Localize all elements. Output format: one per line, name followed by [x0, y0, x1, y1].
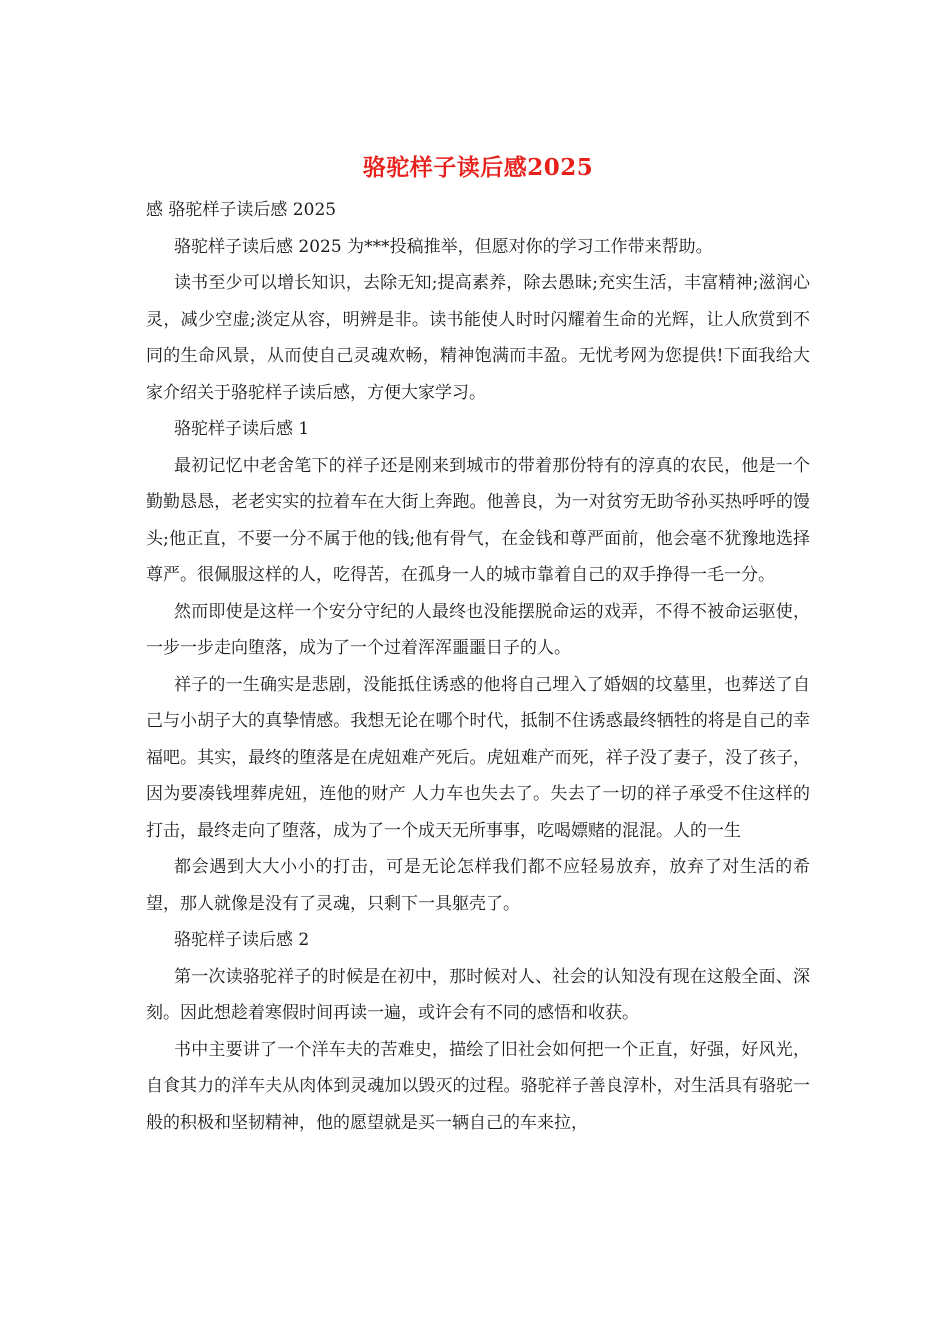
section-heading-2: 骆驼样子读后感 2 [174, 930, 310, 950]
paragraph: 祥子的一生确实是悲剧，没能抵住诱惑的他将自己埋入了婚姻的坟墓里，也葬送了自己与小胡子大的真挚情感。我想无论在哪个时代，抵制不住诱惑最终牺牲的将是自己的幸福吧。其实，最终的堕落是在虎妞难产死后。虎妞难产而死，祥子没了妻子，没了孩子，因为要凑钱埋葬虎妞，连他的财产 人力车也失去了。失去了一切的祥子承受不住这样的打击，最终走向了堕落，成为了一个成天无所事事，吃喝嫖赌的混混。人的一生 [146, 674, 810, 841]
document-page [146, 150, 810, 1141]
paragraph: 然而即使是这样一个安分守纪的人最终也没能摆脱命运的戏弄，不得不被命运驱使，一步一步走向堕落，成为了一个过着浑浑噩噩日子的人。 [146, 601, 810, 658]
paragraph: 第一次读骆驼祥子的时候是在初中，那时候对人、社会的认知没有现在这般全面、深刻。因此想趁着寒假时间再读一遍，或许会有不同的感悟和收获。 [146, 966, 810, 1023]
section-heading-1: 骆驼样子读后感 1 [174, 419, 310, 439]
paragraph-intro: 骆驼样子读后感 2025 为***投稿推举，但愿对你的学习工作带来帮助。 [174, 236, 713, 257]
paragraph: 最初记忆中老舍笔下的祥子还是刚来到城市的带着那份特有的淳真的农民，他是一个勤勤恳恳，老老实实的拉着车在大街上奔跑。他善良，为一对贫穷无助爷孙买热呼呼的馒头;他正直，不要一分不属于他的钱;他有骨气，在金钱和尊严面前，他会毫不犹豫地选择尊严。很佩服这样的人，吃得苦，在孤身一人的城市靠着自己的双手挣得一毛一分。 [146, 455, 810, 585]
paragraph-subtitle: 感 骆驼样子读后感 2025 [146, 200, 337, 220]
paragraph: 读书至少可以增长知识，去除无知;提高素养，除去愚昧;充实生活，丰富精神;滋润心灵，减少空虚;淡定从容，明辨是非。读书能使人时时闪耀着生命的光辉，让人欣赏到不同的生命风景，从而使自己灵魂欢畅，精神饱满而丰盈。无忧考网为您提供!下面我给大家介绍关于骆驼样子读后感，方便大家学习。 [146, 273, 810, 403]
paragraph: 都会遇到大大小小的打击，可是无论怎样我们都不应轻易放弃，放弃了对生活的希望，那人就像是没有了灵魂，只剩下一具躯壳了。 [146, 857, 810, 914]
paragraph: 书中主要讲了一个洋车夫的苦难史，描绘了旧社会如何把一个正直，好强，好风光，自食其力的洋车夫从肉体到灵魂加以毁灭的过程。骆驼祥子善良淳朴，对生活具有骆驼一般的积极和坚韧精神，他的愿望就是买一辆自己的车来拉， [146, 1039, 810, 1133]
document-title: 骆驼样子读后感2025 [362, 154, 594, 181]
